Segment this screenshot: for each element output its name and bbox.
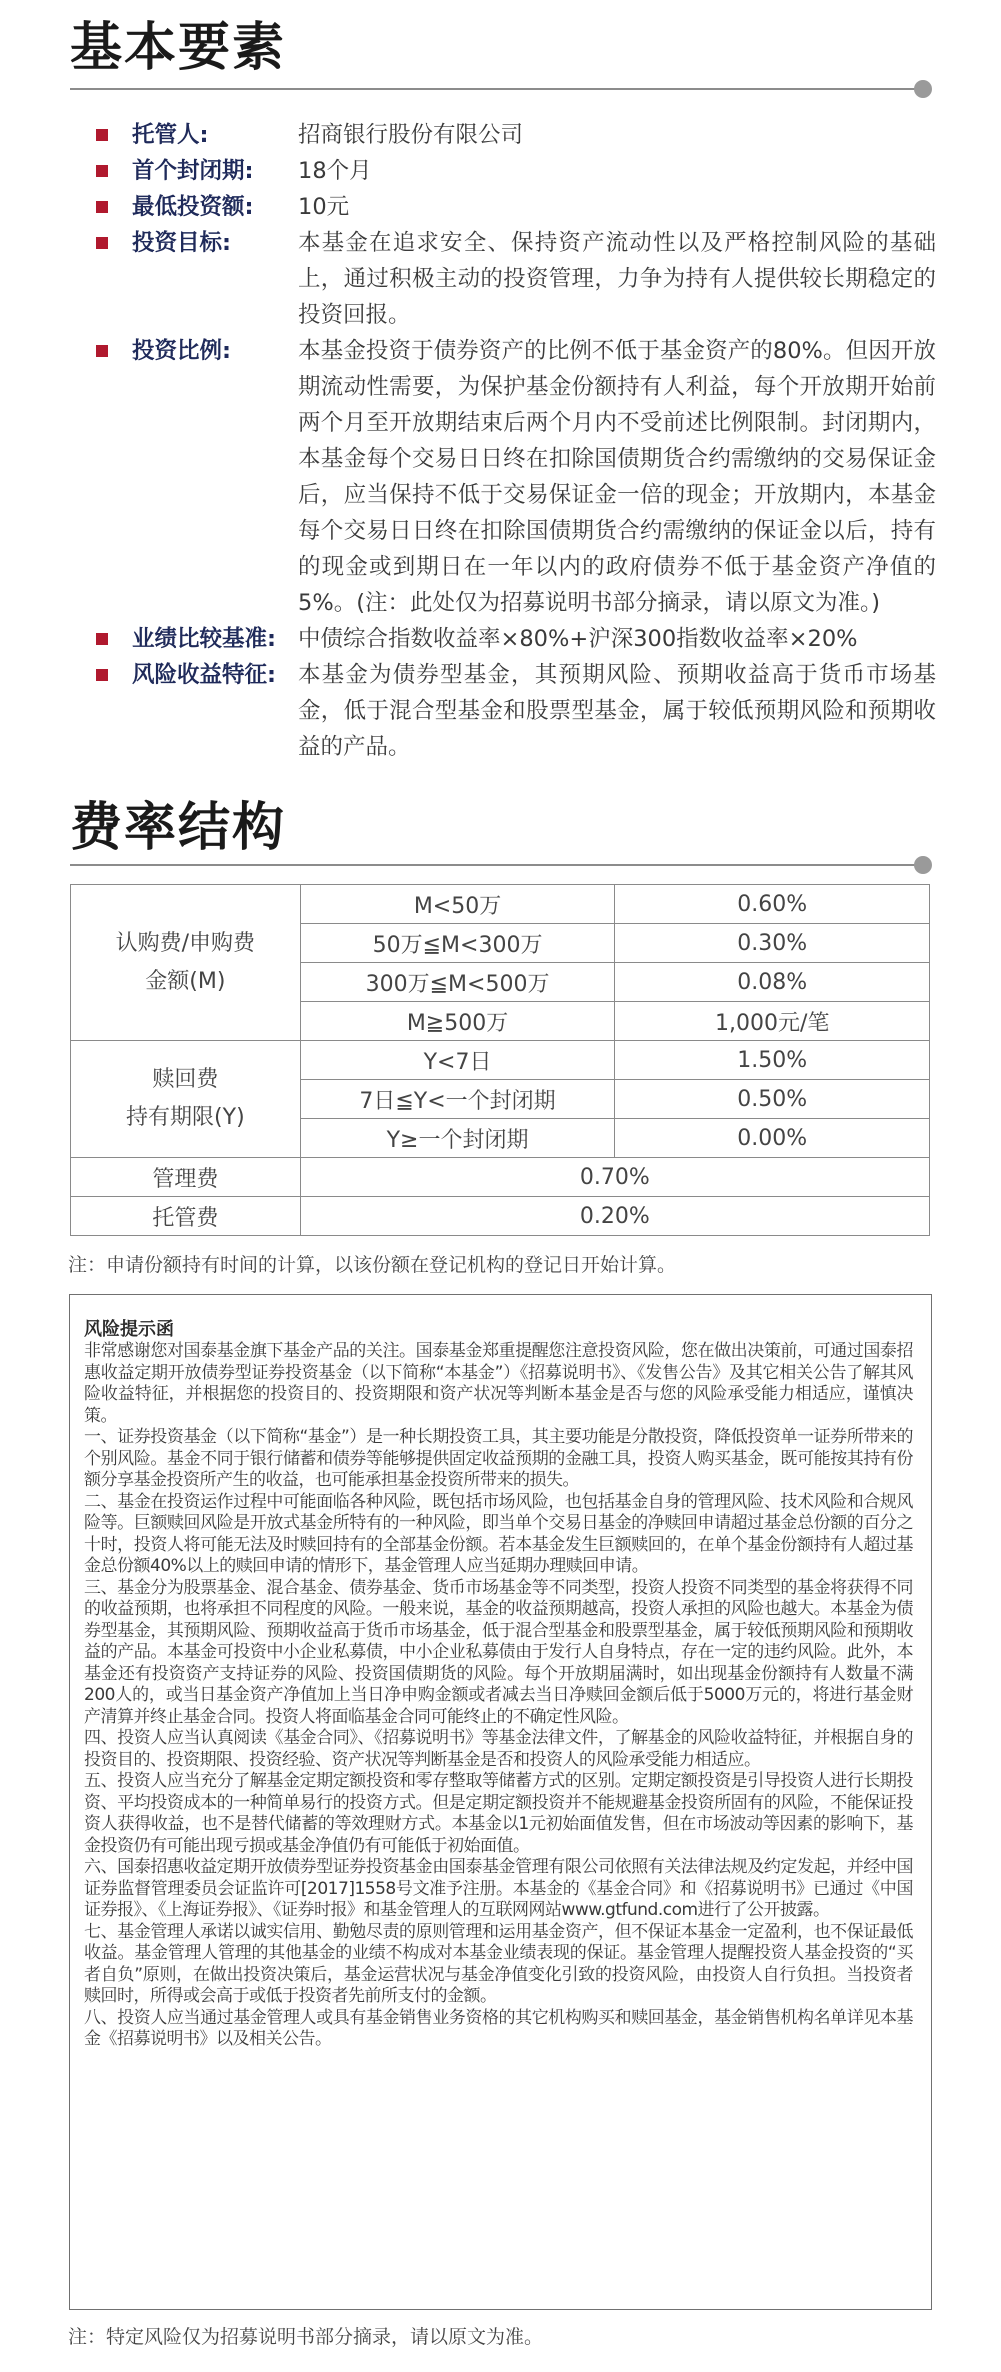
- basics-title-dot: [914, 80, 932, 98]
- fee-rate-cell: 0.50%: [615, 1080, 930, 1119]
- management-fee-row: [71, 1158, 930, 1197]
- fee-rate-cell: 0.30%: [615, 924, 930, 963]
- basics-title-rule: [70, 88, 924, 90]
- fee-range-cell: 50万≦M<300万: [300, 924, 615, 963]
- square-bullet-icon: [96, 165, 108, 177]
- custody-fee-row: [71, 1197, 930, 1236]
- custody-fee-rate: 0.20%: [300, 1197, 929, 1236]
- risk-paragraph: 七、基金管理人承诺以诚实信用、勤勉尽责的原则管理和运用基金资产，但不保证本基金一定盈利，也不保证最低收益。基金管理人管理的其他基金的业绩不构成对本基金业绩表现的保证。基金管理人提醒投资人基金投资的“买者自负”原则，在做出投资决策后，基金运营状况与基金净值变化引致的投资风险，由投资人自行负担。当投资者赎回时，所得或会高于或低于投资者先前所支付的金额。: [84, 1921, 913, 2006]
- basic-item-value: 招商银行股份有限公司: [298, 122, 524, 148]
- basic-item-value: 本基金投资于债券资产的比例不低于基金资产的80%。但因开放期流动性需要，为保护基金份额持有人利益，每个开放期开始前两个月至开放期结束后两个月内不受前述比例限制。封闭期内，本基金每个交易日日终在扣除国债期货合约需缴纳的交易保证金后，应当保持不低于交易保证金一倍的现金；开放期内，本基金每个交易日日终在扣除国债期货合约需缴纳的保证金以后，持有的现金或到期日在一年以内的政府债券不低于基金资产净值的5%。(注：此处仅为招募说明书部分摘录，请以原文为准。): [298, 338, 936, 616]
- fee-range-cell: 7日≦Y<一个封闭期: [300, 1080, 615, 1119]
- redemption-group-sublabel: 持有期限(Y): [126, 1105, 245, 1130]
- fees-title: 费率结构: [70, 798, 287, 858]
- risk-paragraph: 非常感谢您对国泰基金旗下基金产品的关注。国泰基金郑重提醒您注意投资风险，您在做出决策前，可通过国泰招惠收益定期开放债券型证券投资基金（以下简称“本基金”）《招募说明书》、《发售公告》及其它相关公告了解其风险收益特征，并根据您的投资目的、投资期限和资产状况等判断本基金是否与您的风险承受能力相适应，谨慎决策。: [84, 1341, 913, 1426]
- fee-rate-cell: 0.08%: [615, 963, 930, 1002]
- basic-item-label: 托管人:: [132, 122, 209, 148]
- square-bullet-icon: [96, 237, 108, 249]
- basic-item: [96, 189, 936, 225]
- risk-paragraph: 八、投资人应当通过基金管理人或具有基金销售业务资格的其它机构购买和赎回基金，基金销售机构名单详见本基金《招募说明书》以及相关公告。: [84, 2007, 913, 2049]
- fee-rate-cell: 1,000元/笔: [615, 1002, 930, 1041]
- basic-item: [96, 333, 936, 621]
- risk-notice-box: [69, 1294, 932, 2310]
- basics-section-header: [70, 20, 932, 77]
- risk-paragraph: 六、国泰招惠收益定期开放债券型证券投资基金由国泰基金管理有限公司依照有关法律法规及约定发起，并经中国证券监督管理委员会证监许可[2017]1558号文准予注册。本基金的《基金合同》和《招募说明书》已通过《中国证券报》、《上海证券报》、《证券时报》和基金管理人的互联网网站www.gtfund.com进行了公开披露。: [84, 1857, 913, 1920]
- basic-item: [96, 657, 936, 765]
- basics-list: [96, 117, 936, 765]
- custody-fee-label: 托管费: [71, 1197, 301, 1236]
- subscription-group-sublabel: 金额(M): [145, 968, 226, 994]
- basic-item-value: 中债综合指数收益率×80%+沪深300指数收益率×20%: [298, 626, 858, 652]
- square-bullet-icon: [96, 201, 108, 213]
- basic-item-label: 业绩比较基准:: [132, 626, 276, 652]
- basic-item: [96, 225, 936, 333]
- fee-range-cell: M≧500万: [300, 1002, 615, 1041]
- square-bullet-icon: [96, 633, 108, 645]
- risk-paragraph: 二、基金在投资运作过程中可能面临各种风险，既包括市场风险，也包括基金自身的管理风险、技术风险和合规风险等。巨额赎回风险是开放式基金所特有的一种风险，即当单个交易日基金的净赎回申请超过基金总份额的百分之十时，投资人将可能无法及时赎回持有的全部基金份额。若本基金发生巨额赎回的，在单个基金份额持有人超过基金总份额40%以上的赎回申请的情形下，基金管理人应当延期办理赎回申请。: [84, 1491, 913, 1576]
- risk-notice-body: [84, 1341, 913, 2051]
- square-bullet-icon: [96, 669, 108, 681]
- fee-rate-cell: 0.60%: [615, 885, 930, 924]
- basic-item: [96, 621, 936, 657]
- basic-item-value: 10元: [298, 194, 350, 220]
- fee-range-cell: 300万≦M<500万: [300, 963, 615, 1002]
- square-bullet-icon: [96, 129, 108, 141]
- basic-item-label: 投资目标:: [132, 230, 231, 256]
- risk-notice-title: 风险提示函: [84, 1319, 174, 1340]
- redemption-group-label: 赎回费: [152, 1067, 219, 1092]
- basic-item: [96, 117, 936, 153]
- risk-paragraph: 三、基金分为股票基金、混合基金、债券基金、货币市场基金等不同类型，投资人投资不同类型的基金将获得不同的收益预期，也将承担不同程度的风险。一般来说，基金的收益预期越高，投资人承担的风险也越大。本基金为债券型基金，其预期风险、预期收益高于货币市场基金，低于混合型基金和股票型基金，属于较低预期风险和预期收益的产品。本基金可投资中小企业私募债，中小企业私募债由于发行人自身特点，存在一定的违约风险。此外，本基金还有投资资产支持证券的风险、投资国债期货的风险。每个开放期届满时，如出现基金份额持有人数量不满200人的，或当日基金资产净值加上当日净申购金额或者减去当日净赎回金额后低于5000万元的，将进行基金财产清算并终止基金合同。投资人将面临基金合同可能终止的不确定性风险。: [84, 1577, 913, 1727]
- risk-paragraph: 四、投资人应当认真阅读《基金合同》、《招募说明书》等基金法律文件，了解基金的风险收益特征，并根据自身的投资目的、投资期限、投资经验、资产状况等判断基金是否和投资人的风险承受能力相适应。: [84, 1728, 913, 1770]
- subscription-group-label: 认购费/申购费: [115, 930, 256, 956]
- fee-row: [71, 885, 930, 924]
- fees-title-rule: [70, 864, 924, 866]
- risk-footnote: 注：特定风险仅为招募说明书部分摘录，请以原文为准。: [68, 2326, 544, 2348]
- redemption-group-cell: [71, 1041, 301, 1158]
- fee-range-cell: Y≥一个封闭期: [300, 1119, 615, 1158]
- basic-item-label: 风险收益特征:: [132, 662, 276, 688]
- fee-rate-cell: 1.50%: [615, 1041, 930, 1080]
- risk-paragraph: 五、投资人应当充分了解基金定期定额投资和零存整取等储蓄方式的区别。定期定额投资是引导投资人进行长期投资、平均投资成本的一种简单易行的投资方式。但是定期定额投资并不能规避基金投资所固有的风险，不能保证投资人获得收益，也不是替代储蓄的等效理财方式。本基金以1元初始面值发售，但在市场波动等因素的影响下，基金投资仍有可能出现亏损或基金净值仍有可能低于初始面值。: [84, 1771, 913, 1856]
- risk-paragraph: 一、证券投资基金（以下简称“基金”）是一种长期投资工具，其主要功能是分散投资，降低投资单一证券所带来的个别风险。基金不同于银行储蓄和债券等能够提供固定收益预期的金融工具，投资人购买基金，既可能按其持有份额分享基金投资所产生的收益，也可能承担基金投资所带来的损失。: [84, 1427, 913, 1490]
- fee-range-cell: Y<7日: [300, 1041, 615, 1080]
- fees-title-dot: [914, 856, 932, 874]
- fee-note: 注：申请份额持有时间的计算，以该份额在登记机构的登记日开始计算。: [68, 1254, 677, 1276]
- basic-item-value: 18个月: [298, 158, 372, 184]
- basic-item-label: 最低投资额:: [132, 194, 254, 220]
- square-bullet-icon: [96, 345, 108, 357]
- basic-item-value: 本基金在追求安全、保持资产流动性以及严格控制风险的基础上，通过积极主动的投资管理，力争为持有人提供较长期稳定的投资回报。: [298, 230, 936, 328]
- fee-row: [71, 1041, 930, 1080]
- subscription-group-cell: [71, 885, 301, 1041]
- management-fee-label: 管理费: [71, 1158, 301, 1197]
- fee-range-cell: M<50万: [300, 885, 615, 924]
- basic-item-value: 本基金为债券型基金，其预期风险、预期收益高于货币市场基金，低于混合型基金和股票型基金，属于较低预期风险和预期收益的产品。: [298, 662, 936, 760]
- basic-item-label: 首个封闭期:: [132, 158, 254, 184]
- management-fee-rate: 0.70%: [300, 1158, 929, 1197]
- basic-item: [96, 153, 936, 189]
- basic-item-label: 投资比例:: [132, 338, 231, 364]
- fee-table: [70, 884, 930, 1236]
- fees-section-header: [70, 800, 932, 857]
- fee-rate-cell: 0.00%: [615, 1119, 930, 1158]
- basics-title: 基本要素: [70, 18, 287, 78]
